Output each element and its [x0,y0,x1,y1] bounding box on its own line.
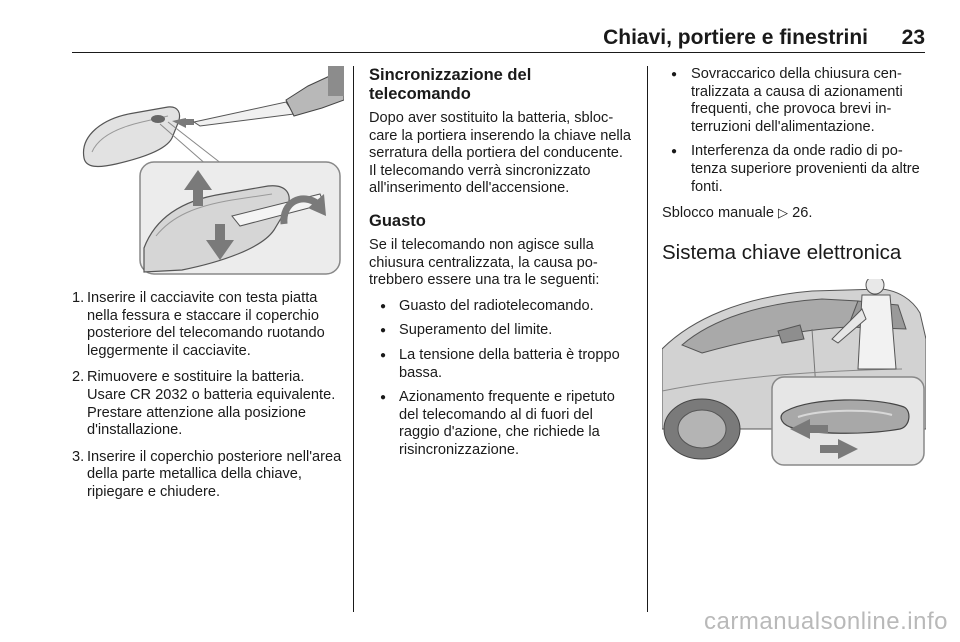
sync-heading: Sincronizzazione del telecomando [369,66,532,103]
left-column [72,66,344,511]
middle-column [369,66,633,468]
column-divider-right [647,66,648,612]
key-battery-illustration [72,66,344,276]
section-heading: Sistema chiave elettronica [662,240,902,264]
list-item: 3. Inserire il coperchio posteriore nell'area della parte metallica della chiave, ripiegare e chiudere. [72,448,342,500]
battery-replacement-steps [72,290,344,502]
header-title: Chiavi, portiere e finestrini [603,26,868,49]
list-item: 2. Rimuovere e sostituire la batteria. Usare CR 2032 o batteria equivalente. Prestare attenzione alla posizione d'installazione. [72,369,336,439]
list-item: ● Guasto del radiotelecomando. [369,298,633,316]
sync-text: Dopo aver sostituito la batteria, sbloccare la portiera inserendo la chiave nella serratura della portiera del conducente. Il telecomando verrà sincronizzato all'inserimento dell'accensione. [369,110,632,197]
page-reference-arrow-icon: ▷ [778,205,789,221]
list-item: ● Sovraccarico della chiusura centralizzata a causa di azionamenti frequenti, che provoca brevi interruzioni dell'alimentazione. [662,66,926,136]
list-item: ● La tensione della batteria è troppo bassa. [369,347,633,382]
page-reference-link[interactable]: 26. [792,205,813,222]
header-rule [72,52,925,53]
list-item: ● Superamento del limite. [369,322,633,340]
fault-heading: Guasto [369,211,426,230]
fault-text: Se il telecomando non agisce sulla chiusura centralizzata, la causa potrebbero essere una tra le seguenti: [369,236,600,289]
list-item: 1. Inserire il cacciavite con testa piatta nella fessura e staccare il coperchio posteriore del telecomando ruotando leggermente il cacciavite. [72,290,325,359]
list-item: ● Interferenza da onde radio di potenza superiore provenienti da altre fonti. [662,143,926,196]
manual-unlock-reference: Sblocco manuale ▷ 26. [662,205,813,222]
right-column [662,66,926,467]
list-item: ● Azionamento frequente e ripetuto del telecomando al di fuori del raggio d'azione, che richiede la risincronizzazione. [369,389,633,459]
fault-causes-list [369,298,633,460]
watermark: carmanualsonline.info [704,608,948,635]
fault-causes-list-continued [662,66,926,196]
page-number: 23 [901,26,925,49]
column-divider-left [353,66,354,612]
car-door-handle-illustration [662,279,926,467]
